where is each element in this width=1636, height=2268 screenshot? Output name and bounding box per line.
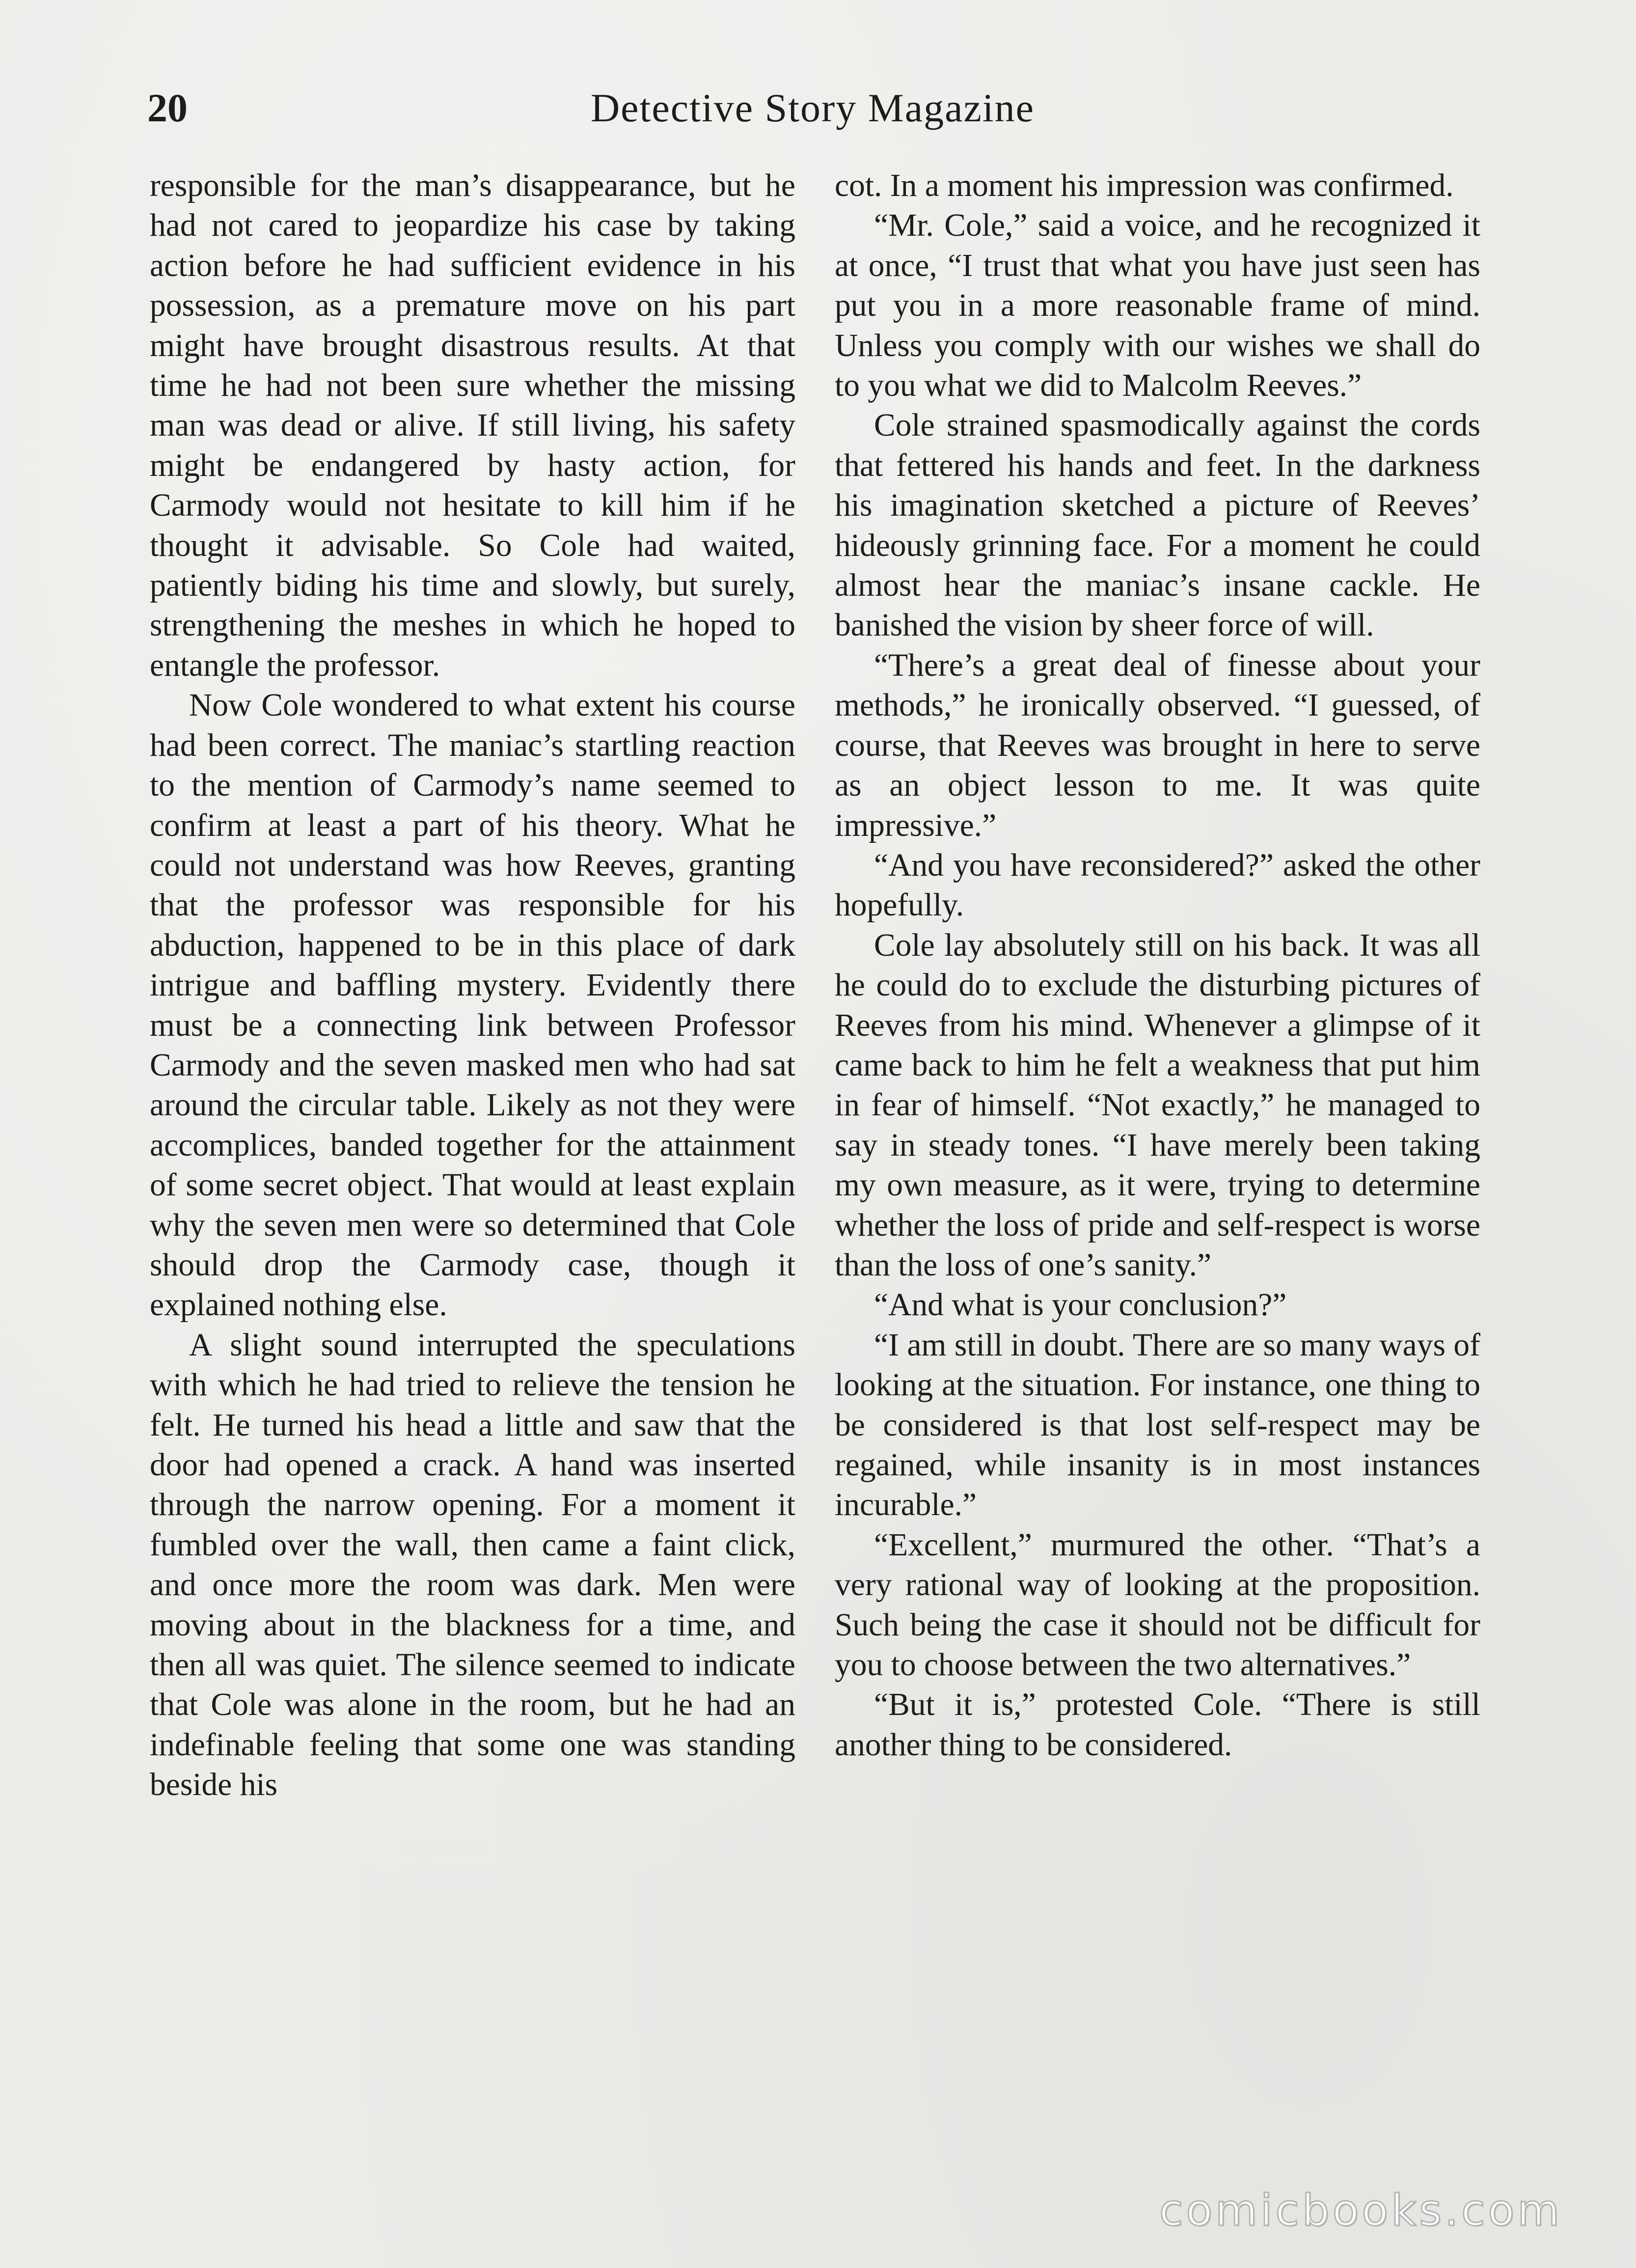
- paragraph: “But it is,” protested Cole. “There is still another thing to be considered.: [835, 1687, 1480, 1763]
- paragraph: Now Cole wondered to what extent his course had been correct. The maniac’s startling reaction to the mention of Carmody’s name seemed to confirm at least a part of his theory. What he could not understand was how Reeves, granting that the professor was responsible for his abduction, happened to be in this place of dark intrigue and baffling mystery. Evidently there must be a connecting link between Professor Carmody and the seven masked men who had sat around the circular table. Likely as not they were accomplices, banded together for the attainment of some secret object. That would at least explain why the seven men were so determined that Cole should drop the Carmody case, though it explained nothing else.: [150, 688, 795, 1323]
- paragraph: “I am still in doubt. There are so many ways of looking at the situation. For instance, one thing to be considered is that lost self-respect may be regained, while insanity is in most instances incurable.”: [835, 1327, 1480, 1523]
- paragraph: “And you have reconsidered?” asked the other hopefully.: [835, 847, 1480, 923]
- left-text-column: [150, 166, 795, 1805]
- paragraph: “Excellent,” murmured the other. “That’s a very rational way of looking at the proposition. Such being the case it should not be difficult for you to choose between the two alternatives.”: [835, 1527, 1480, 1683]
- page-header: [147, 83, 1478, 133]
- paragraph: A slight sound interrupted the speculations with which he had tried to relieve the tension he felt. He turned his head a little and saw that the door had opened a crack. A hand was inserted through the narrow opening. For a moment it fumbled over the wall, then came a faint click, and once more the room was dark. Men were moving about in the blackness for a time, and then all was quiet. The silence seemed to indicate that Cole was alone in the room, but he had an indefinable feeling that some one was standing beside his: [150, 1327, 795, 1803]
- site-watermark: comicbooks.com: [1159, 2185, 1562, 2236]
- paragraph: Cole lay absolutely still on his back. It was all he could do to exclude the disturbing pictures of Reeves from his mind. Whenever a glimpse of it came back to him he felt a weakness that put him in fear of himself. “Not exactly,” he managed to say in steady tones. “I have merely been taking my own measure, as it were, trying to determine whether the loss of pride and self-respect is worse than the loss of one’s sanity.”: [835, 927, 1480, 1283]
- page-number: 20: [147, 85, 188, 130]
- paragraph: Cole strained spasmodically against the cords that fettered his hands and feet. In the darkness his imagination sketched a picture of Reeves’ hideously grinning face. For a moment he could almost hear the maniac’s insane cackle. He banished the vision by sheer force of will.: [835, 408, 1480, 643]
- right-text-column: [835, 166, 1480, 1765]
- paragraph: responsible for the man’s disappearance, but he had not cared to jeopardize his case by taking action before he had sufficient evidence in his possession, as a premature move on his part might have brought disastrous results. At that time he had not been sure whether the missing man was dead or alive. If still living, his safety might be endangered by hasty action, for Carmody would not hesitate to kill him if he thought it advisable. So Cole had waited, patiently biding his time and slowly, but surely, strengthening the meshes in which he hoped to entangle the professor.: [150, 168, 795, 683]
- paragraph: “Mr. Cole,” said a voice, and he recognized it at once, “I trust that what you have just seen has put you in a more reasonable frame of mind. Unless you comply with our wishes we shall do to you what we did to Malcolm Reeves.”: [835, 208, 1480, 404]
- paragraph: “There’s a great deal of finesse about your methods,” he ironically observed. “I guessed, of course, that Reeves was brought in here to serve as an object lesson to me. It was quite impressive.”: [835, 647, 1480, 843]
- running-title: Detective Story Magazine: [590, 85, 1035, 130]
- paragraph: cot. In a moment his impression was confirmed.: [835, 168, 1454, 203]
- paragraph: “And what is your conclusion?”: [874, 1287, 1287, 1323]
